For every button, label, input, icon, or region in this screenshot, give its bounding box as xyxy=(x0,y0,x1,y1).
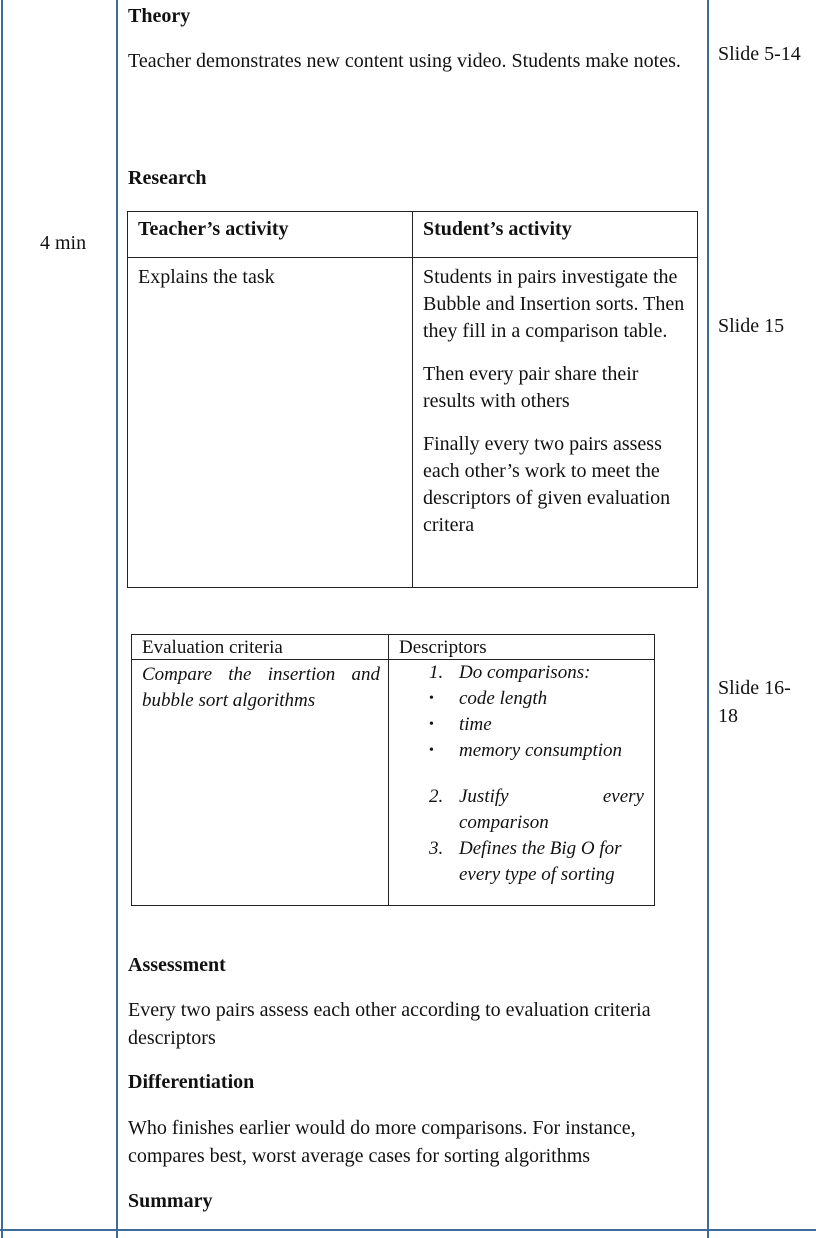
theory-heading: Theory xyxy=(128,5,191,27)
outer-border-left xyxy=(1,0,3,1238)
column-divider-slides xyxy=(707,0,709,1238)
differentiation-text: Who finishes earlier would do more comparisons. For instance, compares best, worst average cases for sorting algorithms xyxy=(128,1117,636,1167)
bullet-marker: • xyxy=(429,691,434,706)
descriptor-item: 2. Justify every comparison xyxy=(429,786,644,833)
slide-ref-1: Slide 5-14 xyxy=(718,43,801,65)
descriptor-item: • memory consumption xyxy=(389,738,644,764)
descriptors-cell xyxy=(389,660,654,888)
descriptor-item: 3. Defines the Big O for every type of sorting xyxy=(429,838,622,885)
assessment-text: Every two pairs assess each other according to evaluation criteria descriptors xyxy=(128,999,651,1049)
column-divider-time xyxy=(116,0,118,1238)
outer-border-bottom xyxy=(0,1229,816,1231)
research-heading: Research xyxy=(128,167,207,189)
evaluation-table xyxy=(131,634,655,906)
descriptor-item: • time xyxy=(389,712,644,738)
criterion-cell: Compare the insertion and bubble sort algorithms xyxy=(142,664,380,711)
evaluation-criteria-header: Evaluation criteria xyxy=(142,637,283,658)
student-activity-paragraph: Finally every two pairs assess each other’s work to meet the descriptors of given evaluation critera xyxy=(423,433,671,536)
summary-heading: Summary xyxy=(128,1190,213,1212)
student-activity-paragraph: Students in pairs investigate the Bubble and Insertion sorts. Then they fill in a comparison table. xyxy=(423,266,685,342)
differentiation-heading: Differentiation xyxy=(128,1071,255,1093)
descriptor-item: 1. Do comparisons: xyxy=(389,660,644,686)
descriptor-item: • code length xyxy=(389,686,644,712)
bullet-marker: • xyxy=(429,717,434,732)
bullet-marker: • xyxy=(429,743,434,758)
student-activity-paragraph: Then every pair share their results with others xyxy=(423,363,639,412)
teacher-activity-cell: Explains the task xyxy=(138,266,275,288)
slide-ref-2: Slide 15 xyxy=(718,315,785,337)
descriptors-header: Descriptors xyxy=(399,637,487,658)
theory-text: Teacher demonstrates new content using video. Students make notes. xyxy=(128,50,681,72)
time-cell: 4 min xyxy=(40,232,87,254)
activity-table xyxy=(127,211,698,588)
descriptor-number: 1. xyxy=(429,662,444,683)
student-activity-header: Student’s activity xyxy=(423,218,572,240)
slide-ref-3: Slide 16- 18 xyxy=(718,677,791,727)
assessment-heading: Assessment xyxy=(128,954,226,976)
student-activity-cell xyxy=(413,258,697,561)
teacher-activity-header: Teacher’s activity xyxy=(138,218,289,240)
descriptor-number: 2. xyxy=(429,786,444,807)
descriptor-number: 3. xyxy=(429,838,444,859)
